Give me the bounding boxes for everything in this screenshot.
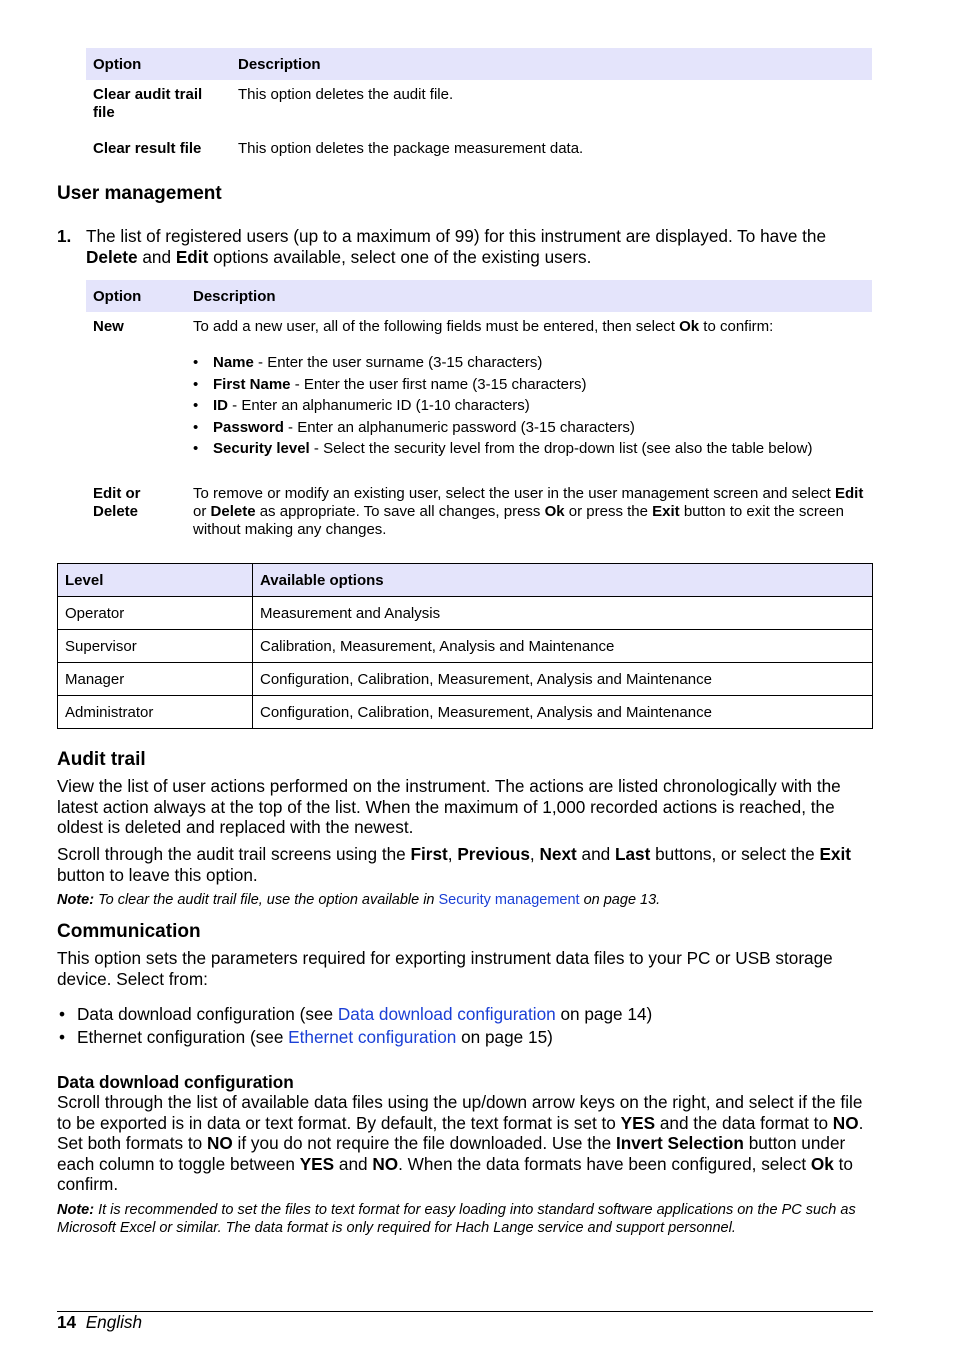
options-cell: Calibration, Measurement, Analysis and Maintenance (253, 630, 873, 663)
audit-trail-paragraph: View the list of user actions performed on the instrument. The actions are listed chronologically with the latest action always at the top of the list. When the maximum of 1,000 recorded actions is reached, the oldest is deleted and replaced with the newest. (57, 776, 841, 837)
footer-language: English (85, 1312, 143, 1332)
security-levels-table (57, 563, 873, 729)
table-row (86, 128, 872, 164)
table-row (58, 663, 873, 696)
level-cell: Manager (58, 663, 253, 696)
option-description: To add a new user, all of the following fields must be entered, then select Ok to confirm: • Name - Enter the user surname (3-15 characters) • First Name - Enter the user first name (3-15 characters) • ID - Enter an alphanumeric ID (1-10 characters) • Password - Enter an alphanumeric password (3-15 characters) • Security level - Select the security level from the drop-down list (see also the table below) (186, 312, 872, 466)
option-description: This option deletes the package measurement data. (238, 140, 584, 157)
option-name: Clear result file (93, 140, 202, 157)
list-item: • Security level - Select the security level from the drop-down list (see also the table below) (193, 438, 865, 460)
list-item: • Ethernet configuration (see Ethernet configuration on page 15) (57, 1026, 877, 1049)
option-name: Edit or Delete (93, 484, 141, 520)
table-row (58, 696, 873, 729)
column-header: Available options (253, 564, 873, 597)
level-cell: Supervisor (58, 630, 253, 663)
list-item: • Data download configuration (see Data download configuration on page 14) (57, 1003, 877, 1026)
required-fields-list (193, 352, 865, 460)
table-row (58, 630, 873, 663)
data-download-configuration-link[interactable]: Data download configuration (337, 1004, 556, 1024)
list-item: • Name - Enter the user surname (3-15 characters) (193, 352, 865, 374)
option-name: Clear audit trail file (93, 86, 203, 121)
data-download-paragraph: Scroll through the list of available data files using the up/down arrow keys on the right, and select if the file to be exported is in data or text format. By default, the text format is set to YES and the data format to NO. Set both formats to NO if you do not require the file downloaded. Use the Invert Selection button under each column to toggle between YES and NO. When the data formats have been configured, select Ok to confirm. (57, 1092, 864, 1194)
section-heading-user-management: User management (57, 183, 222, 204)
option-description: To remove or modify an existing user, select the user in the user management screen and select Edit or Delete as appropriate. To save all changes, press Ok or press the Exit button to exit the screen without making any changes. (193, 484, 864, 538)
column-header: Option (86, 48, 231, 80)
table-header-row (86, 48, 872, 80)
numbered-step (57, 226, 877, 267)
options-cell: Configuration, Calibration, Measurement, Analysis and Maintenance (253, 696, 873, 729)
level-cell: Administrator (58, 696, 253, 729)
page-footer (57, 1312, 142, 1333)
subsection-heading-data-download: Data download configuration (57, 1072, 294, 1092)
table-row (86, 312, 872, 466)
security-management-link[interactable]: Security management (438, 892, 580, 908)
table-header-row (86, 280, 872, 312)
table-header-row (58, 564, 873, 597)
step-number: 1. (57, 226, 72, 246)
ethernet-configuration-link[interactable]: Ethernet configuration (288, 1027, 457, 1047)
step-text: The list of registered users (up to a maximum of 99) for this instrument are displayed. To have the Delete and Edit options available, select one of the existing users. (86, 226, 827, 267)
list-item: • First Name - Enter the user first name (3-15 characters) (193, 374, 865, 396)
column-header: Option (86, 280, 186, 312)
section-heading-communication: Communication (57, 921, 201, 942)
footer-divider (57, 1311, 873, 1312)
section-heading-audit-trail: Audit trail (57, 749, 146, 770)
options-cell: Measurement and Analysis (253, 597, 873, 630)
audit-trail-navigation-paragraph: Scroll through the audit trail screens using the First, Previous, Next and Last buttons, or select the Exit button to leave this option. (57, 844, 851, 885)
communication-paragraph: This option sets the parameters required for exporting instrument data files to your PC or USB storage device. Select from: (57, 948, 833, 989)
options-table-users (86, 280, 872, 545)
options-cell: Configuration, Calibration, Measurement, Analysis and Maintenance (253, 663, 873, 696)
level-cell: Operator (58, 597, 253, 630)
table-row (86, 80, 872, 128)
table-row (86, 466, 872, 545)
audit-trail-note: Note: To clear the audit trail file, use the option available in Security management on page 13. (57, 892, 661, 908)
list-item: • Password - Enter an alphanumeric password (3-15 characters) (193, 417, 865, 439)
column-header: Description (231, 48, 872, 80)
data-download-note: Note: It is recommended to set the files to text format for easy loading into standard software applications on the PC such as Microsoft Excel or similar. The data format is only required for Hach Lange service and support personnel. (57, 1202, 856, 1236)
list-item: • ID - Enter an alphanumeric ID (1-10 characters) (193, 395, 865, 417)
column-header: Description (186, 280, 872, 312)
column-header: Level (58, 564, 253, 597)
page-number: 14 (57, 1312, 77, 1332)
table-row (58, 597, 873, 630)
option-description: This option deletes the audit file. (238, 86, 454, 103)
options-table-storage (86, 48, 872, 164)
communication-options-list (57, 1003, 877, 1049)
option-name: New (93, 318, 124, 335)
